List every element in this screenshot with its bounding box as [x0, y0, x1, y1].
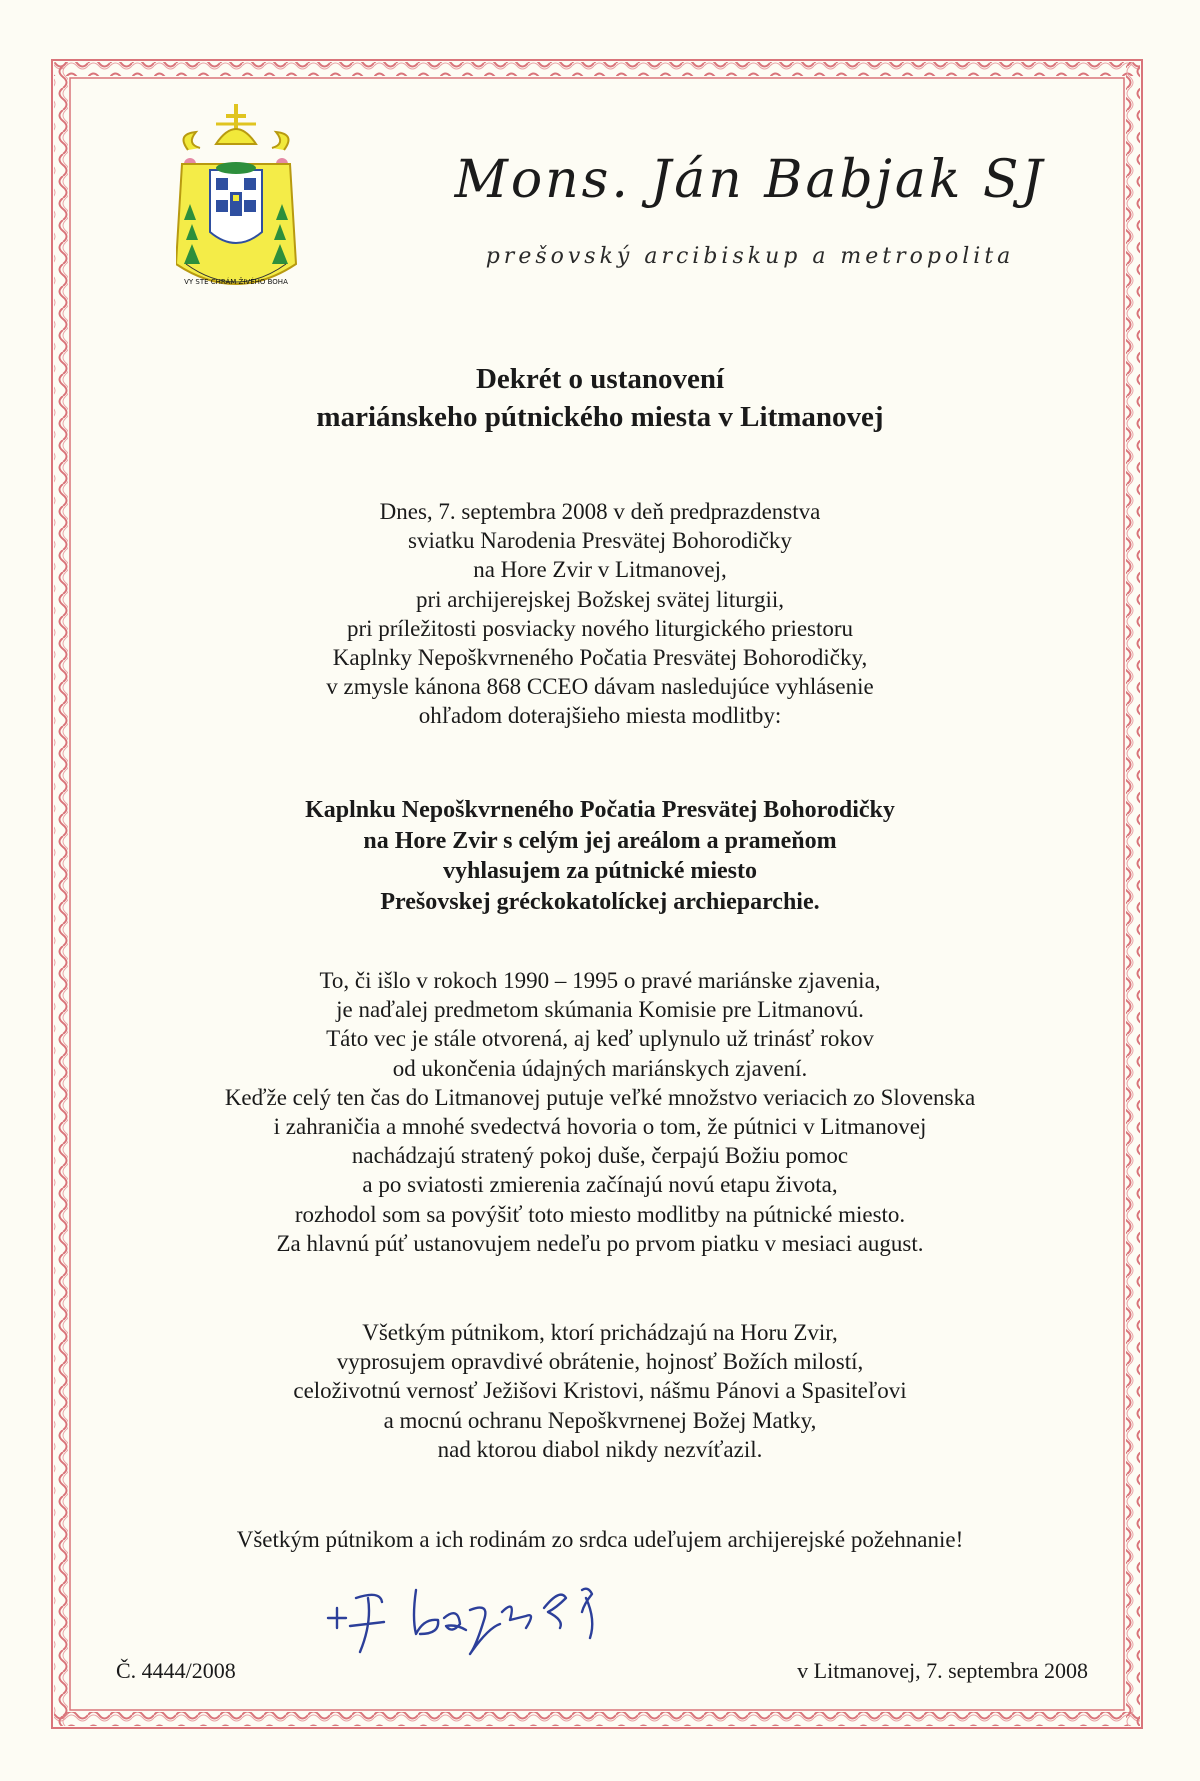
declaration-paragraph — [110, 795, 1090, 917]
handwritten-signature — [320, 1568, 660, 1658]
text-line: i zahraničia a mnohé svedectvá hovoria o tom, že pútnici v Litmanovej — [273, 1114, 927, 1140]
text-line: Táto vec je stále otvorená, aj keď uplynulo už trinásť rokov — [326, 1026, 874, 1052]
text-line: vyhlasujem za pútnické miesto — [443, 858, 757, 884]
text-line: pri archijerejskej Božskej svätej liturgii, — [415, 586, 785, 612]
title-line: Dekrét o ustanovení — [475, 363, 725, 395]
text-line: a mocnú ochranu Nepoškvrnenej Božej Matky, — [383, 1407, 817, 1433]
text-line: To, či išlo v rokoch 1990 – 1995 o pravé mariánske zjavenia, — [319, 968, 881, 993]
text-line: na Hore Zvir s celým jej areálom a prameňom — [363, 827, 837, 854]
author-name: Mons. Ján Babjak SJ — [454, 150, 1046, 210]
text-line: je naďalej predmetom skúmania Komisie pre Litmanovú. — [336, 997, 864, 1023]
text-line: Dnes, 7. septembra 2008 v deň predprazdenstva — [379, 499, 821, 524]
crest-motto: VY STE CHRÁM ŽIVÉHO BOHA — [184, 278, 288, 286]
text-line: Všetkým pútnikom, ktorí prichádzajú na Horu Zvir, — [362, 1320, 838, 1345]
text-line: nachádzajú stratený pokoj duše, čerpajú Božiu pomoc — [351, 1143, 849, 1169]
text-line: Všetkým pútnikom a ich rodinám zo srdca udeľujem archijerejské požehnanie! — [236, 1527, 964, 1552]
reference-number: Č. 4444/2008 — [116, 1658, 236, 1683]
place-and-date: v Litmanovej, 7. septembra 2008 — [797, 1658, 1088, 1683]
text-line: a po sviatosti zmierenia začínajú novú etapu života, — [362, 1172, 838, 1198]
coat-of-arms-icon — [176, 104, 356, 304]
document-title — [120, 360, 1080, 436]
wishes-paragraph — [110, 1318, 1090, 1464]
title-line: mariánskeho pútnického miesta v Litmanovej — [316, 401, 884, 433]
text-line: od ukončenia údajných mariánskych zjavení. — [392, 1055, 808, 1081]
text-line: ohľadom doterajšieho miesta modlitby: — [418, 703, 782, 729]
text-line: Kaplnky Nepoškvrneného Počatia Presvätej Bohorodičky, — [332, 645, 868, 671]
text-line: Prešovskej gréckokatolíckej archieparchie. — [380, 888, 820, 915]
text-line: na Hore Zvir v Litmanovej, — [473, 557, 727, 583]
text-line: pri príležitosti posviacky nového liturgického priestoru — [346, 615, 854, 641]
text-line: Kaplnku Nepoškvrneného Počatia Presvätej Bohorodičky — [305, 797, 895, 823]
text-line: sviatku Narodenia Presvätej Bohorodičky — [408, 528, 792, 554]
text-line: Za hlavnú púť ustanovujem nedeľu po prvom piatku v mesiaci august. — [276, 1230, 924, 1256]
text-line: Keďže celý ten čas do Litmanovej putuje veľké množstvo veriacich zo Slovenska — [224, 1084, 976, 1110]
text-line: rozhodol som sa povýšiť toto miesto modlitby na pútnické miesto. — [294, 1201, 906, 1227]
text-line: v zmysle kánona 868 CCEO dávam nasledujúce vyhlásenie — [326, 674, 874, 700]
intro-paragraph — [110, 497, 1090, 731]
blessing-line — [110, 1525, 1090, 1554]
text-line: vyprosujem opravdivé obrátenie, hojnosť Božích milostí, — [336, 1349, 864, 1375]
text-line: celoživotnú vernosť Ježišovi Kristovi, nášmu Pánovi a Spasiteľovi — [293, 1378, 907, 1404]
text-line: nad ktorou diabol nikdy nezvíťazil. — [437, 1436, 763, 1462]
author-title: prešovský arcibiskup a metropolita — [485, 244, 1015, 269]
explanation-paragraph — [110, 966, 1090, 1258]
